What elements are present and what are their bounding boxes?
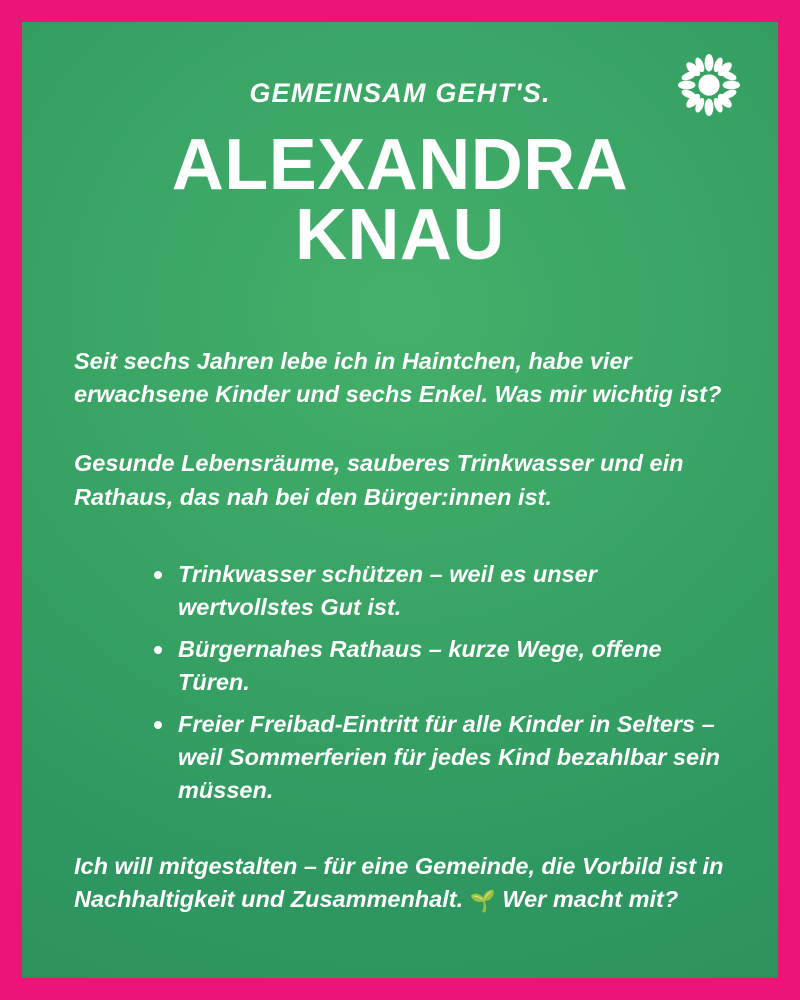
list-item: Bürgernahes Rathaus – kurze Wege, offene Türen.	[160, 633, 726, 700]
poster-body	[22, 345, 778, 917]
candidate-last-name: KNAU	[295, 194, 505, 275]
list-item: Trinkwasser schützen – weil es unser wertvollstes Gut ist.	[160, 558, 726, 625]
closing-paragraph	[74, 850, 726, 917]
priorities-list	[74, 558, 726, 808]
candidate-first-name: ALEXANDRA	[171, 125, 629, 205]
intro-paragraph: Seit sechs Jahren lebe ich in Haintchen, habe vier erwachsene Kinder und sechs Enkel. Was mir wichtig ist?	[74, 347, 722, 408]
candidate-name	[22, 109, 778, 275]
campaign-poster	[22, 22, 778, 978]
sprout-icon: 🌱	[469, 889, 496, 913]
poster-kicker: GEMEINSAM GEHT'S.	[249, 78, 551, 108]
sunflower-logo	[678, 54, 740, 116]
values-paragraph: Gesunde Lebensräume, sauberes Trinkwasser und ein Rathaus, das nah bei den Bürger:innen ist.	[74, 450, 684, 510]
list-item: Freier Freibad-Eintritt für alle Kinder in Selters – weil Sommerferien für jedes Kind bezahlbar sein müssen.	[160, 708, 726, 808]
closing-text-before: Ich will mitgestalten – für eine Gemeinde, die Vorbild ist in Nachhaltigkeit und Zusammenhalt.	[74, 852, 724, 912]
closing-text-after: Wer macht mit?	[502, 885, 679, 912]
